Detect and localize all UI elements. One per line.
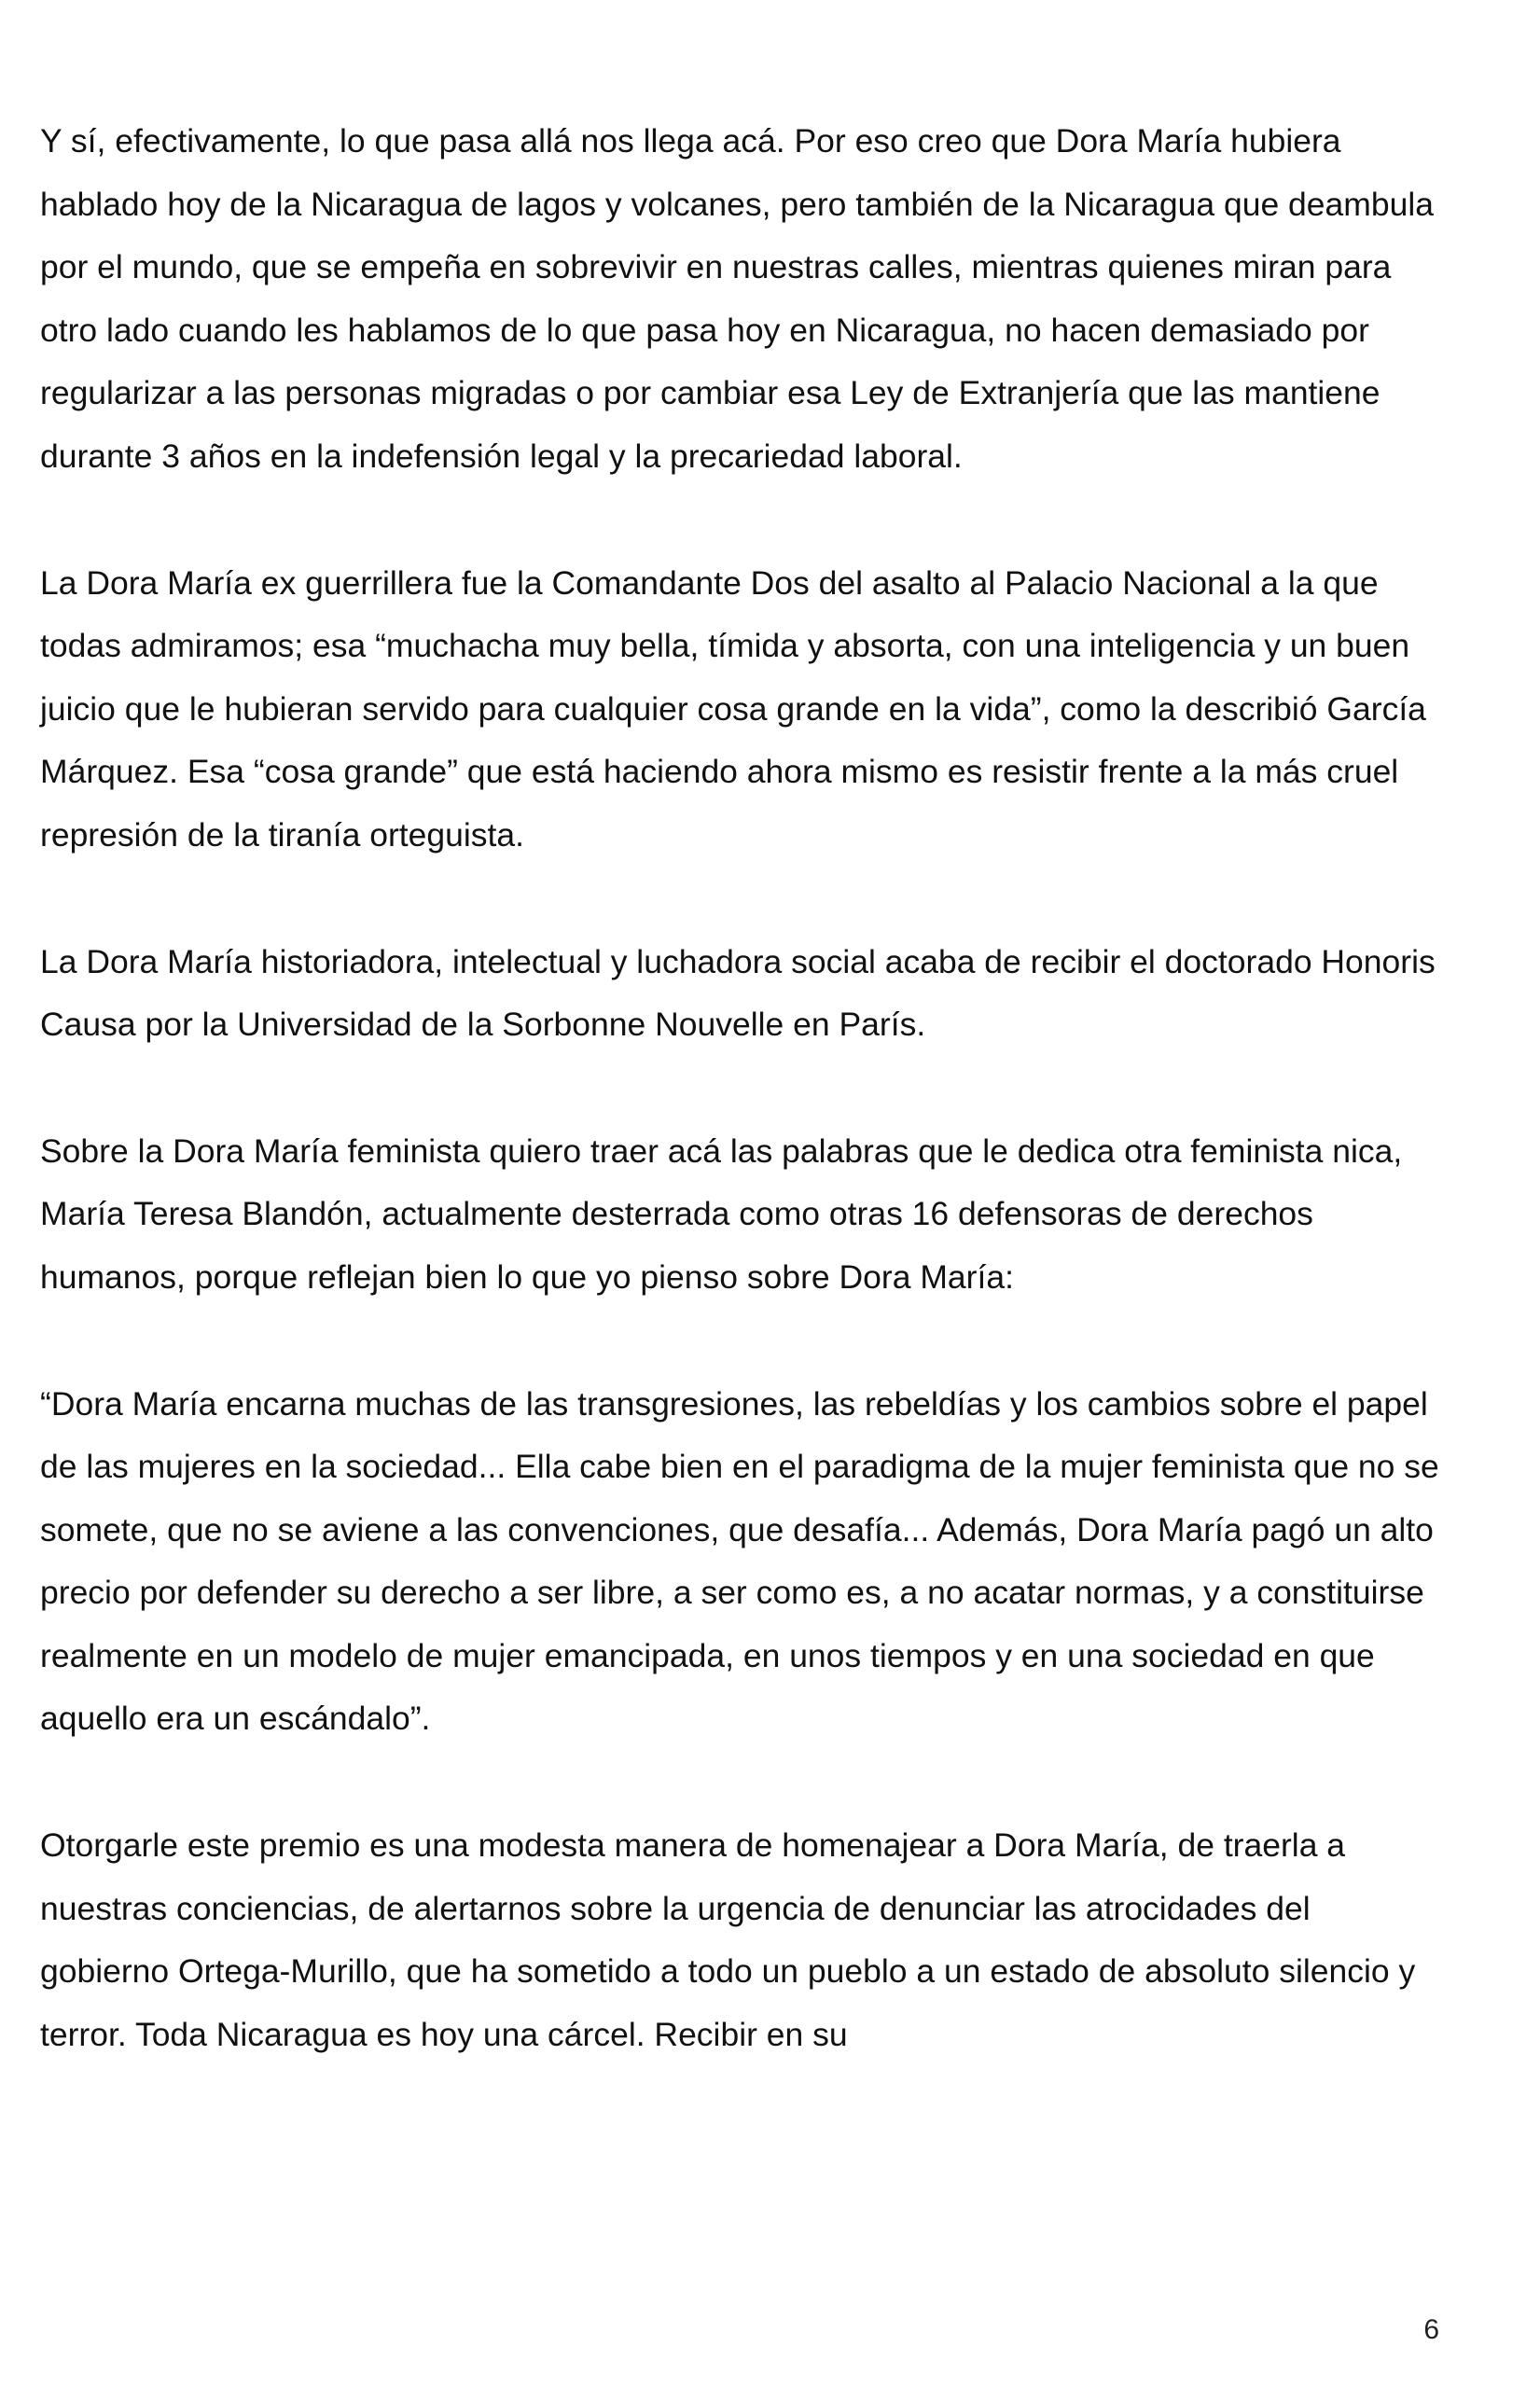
paragraph-guerrillera: La Dora María ex guerrillera fue la Comandante Dos del asalto al Palacio Nacional a la que todas admiramos; esa “muchacha muy bella, tímida y absorta, con una inteligencia y un buen juicio que le hubieran servido para cualquier cosa grande en la vida”, como la describió García Márquez. Esa “cosa grande” que está haciendo ahora mismo es resistir frente a la más cruel represión de la tiranía orteguista. xyxy=(40,563,1426,854)
paragraph-premio: Otorgarle este premio es una modesta manera de homenajear a Dora María, de traerla a nuestras conciencias, de alertarnos sobre la urgencia de denunciar las atrocidades del gobierno Ortega-Murillo, que ha sometido a todo un pueblo a un estado de absoluto silencio y terror. Toda Nicaragua es hoy una cárcel. Recibir en su xyxy=(40,1826,1416,2053)
paragraph-migration: Y sí, efectivamente, lo que pasa allá nos llega acá. Por eso creo que Dora María hubiera hablado hoy de la Nicaragua de lagos y volcanes, pero también de la Nicaragua que deambula por el mundo, que se empeña en sobrevivir en nuestras calles, mientras quienes miran para otro lado cuando les hablamos de lo que pasa hoy en Nicaragua, no hacen demasiado por regularizar a las personas migradas o por cambiar esa Ley de Extranjería que las mantiene durante 3 años en la indefensión legal y la precariedad laboral. xyxy=(40,122,1434,475)
paragraph-historiadora: La Dora María historiadora, intelectual y luchadora social acaba de recibir el doctorado Honoris Causa por la Universidad de la Sorbonne Nouvelle en París. xyxy=(40,942,1436,1044)
paragraph-quote: “Dora María encarna muchas de las transgresiones, las rebeldías y los cambios sobre el papel de las mujeres en la sociedad... Ella cabe bien en el paradigma de la mujer feminista que no se somete, que no se aviene a las convenciones, que desafía... Además, Dora María pagó un alto precio por defender su derecho a ser libre, a ser como es, a no acatar normas, y a constituirse realmente en un modelo de mujer emancipada, en unos tiempos y en una sociedad en que aquello era un escándalo”. xyxy=(40,1384,1439,1738)
page-number: 6 xyxy=(1423,2314,1439,2345)
paragraph-feminista: Sobre la Dora María feminista quiero traer acá las palabras que le dedica otra feminista nica, María Teresa Blandón, actualmente desterrada como otras 16 defensoras de derechos humanos, porque reflejan bien lo que yo pienso sobre Dora María: xyxy=(40,1132,1403,1296)
